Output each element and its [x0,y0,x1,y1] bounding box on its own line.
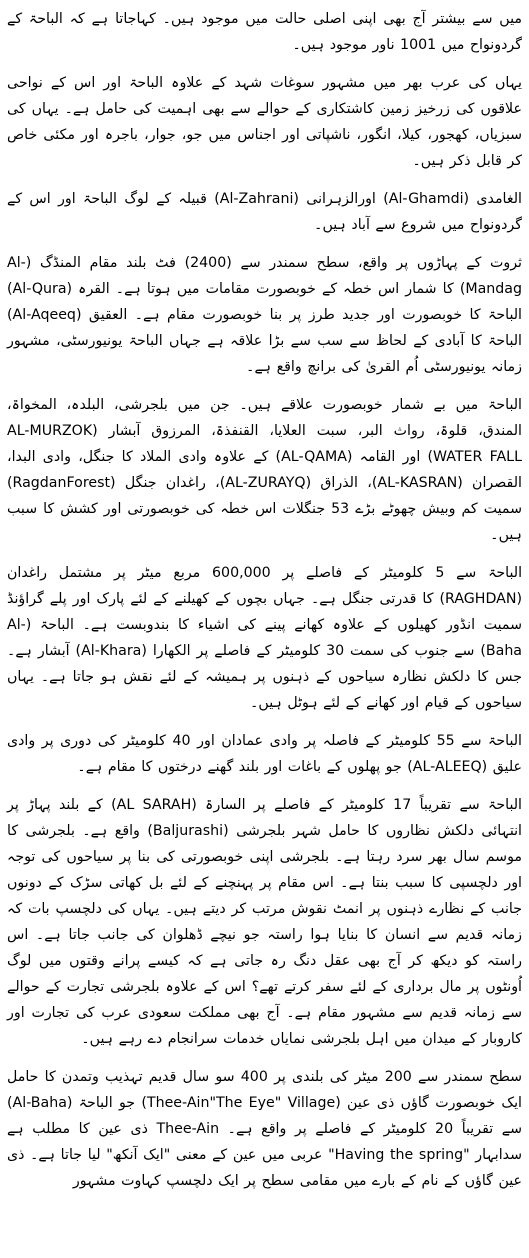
paragraph-thee-ain: سطح سمندر سے 200 میٹر کی بلندی پر 400 سو سال قدیم تہذیب وتمدن کا حامل ایک خوبصورت گاؤں ذی عین (Thee-Ain"The Eye" Village) جو الباحۃ (Al-Baha) سے تقریباً 20 کلومیٹر کے فاصلے پر واقع ہے۔ Thee-Ain ذی عین کا مطلب ہے سدابہار "Having the spring" عربی میں عین کے معنی "ایک آنکھ" لیا جاتا ہے۔ ذی عین گاؤں کے نام کے بارے میں مقامی سطح پر ایک دلچسپ کہاوت مشہور [7,1069,523,1189]
paragraph-forests: الباحۃ میں بے شمار خوبصورت علاقے ہیں۔ جن میں بلجرشی، البلدہ، المخواۃ، المندق، قلوۃ، رواث البر، سبت العلایا، القنفذۃ، المرزوق آبشار (AL-MURZOK WATER FALL) اور القامہ (AL-QAMA) کے علاوہ وادی الملاد کا جنگل، وادی البدا، القصران (AL-KASRAN)، الذراق (AL-ZURAYQ)، راغدان جنگل (RagdanForest) سمیت کم وبیش چھوٹے بڑے 53 جنگلات اس خطہ کی خوبصورتی اور کشش کا سبب ہیں۔ [7,397,522,543]
paragraph-places: ثروت کے پہاڑوں پر واقع، سطح سمندر سے (2400) فٹ بلند مقام المنڈگ (Al-Mandag) کا شمار اس خطہ کے خوبصورت مقامات میں ہوتا ہے۔ القرہ (Al-Qura) الباحۃ کا خوبصورت اور جدید طرز پر بنا خوبصورت مقام ہے۔ العقیق (Al-Aqeeq) الباحۃ کا آبادی کے لحاظ سے سب سے بڑا علاقہ ہے جہاں الباحۃ یونیورسٹی، مشہور زمانہ یونیورسٹی اُم القریٰ کی برانچ واقع ہے۔ [7,255,522,375]
paragraph-intro: میں سے بیشتر آج بھی اپنی اصلی حالت میں موجود ہیں۔ کہاجاتا ہے کہ الباحۃ کے گردونواح میں 1001 ناور موجود ہیں۔ [7,11,522,53]
paragraph-agriculture: یہاں کی عرب بھر میں مشہور سوغات شہد کے علاوہ الباحۃ اور اس کے نواحی علاقوں کی زرخیز زمین کاشتکاری کے حوالے سے بھی اہمیت کی حامل ہے۔ یہاں کی سبزیاں، کھجور، کیلا، انگور، ناشپاتی اور اجناس میں جو، جوار، باجرہ اور مکئی خاص کر قابل ذکر ہیں۔ [7,75,522,169]
paragraph-raghdan: الباحۃ سے 5 کلومیٹر کے فاصلے پر 600,000 مربع میٹر پر مشتمل راغدان (RAGHDAN) کا قدرتی جنگل ہے۔ جہاں بچوں کے کھیلنے کے لئے پارک اور پلے گراؤنڈ سمیت انڈور کھیلوں کے علاوہ کھانے پینے کی اشیاء کا بندوبست ہے۔ الباحۃ (Al-Baha) سے جنوب کی سمت 30 کلومیٹر کے فاصلے پر الکھارا (Al-Khara) آبشار ہے۔ جس کا دلکش نظارہ سیاحوں کے ذہنوں پر ہمیشہ کے لئے نقش ہو جاتا ہے۔ یہاں سیاحوں کے قیام اور کھانے کے لئے ہوٹل ہیں۔ [7,565,523,711]
paragraph-baljurashi: الباحۃ سے تقریباً 17 کلومیٹر کے فاصلے پر السارۃ (AL SARAH) کے بلند پہاڑ پر انتہائی دلکش نظاروں کا حامل شہر بلجرشی (Baljurashi) واقع ہے۔ بلجرشی کا موسم سال بھر سرد رہتا ہے۔ بلجرشی اپنی خوبصورتی کی بنا پر سیاحوں کی توجہ اور دلچسپی کا سبب بنتا ہے۔ اس مقام پر پہنچنے کے لئے بل کھاتی سڑک کے دونوں جانب کے نظارے ذہنوں پر انمٹ نقوش مرتب کر دیتے ہیں۔ یہاں کی دلچسپ بات کہ زمانہ قدیم سے انسان کا بنایا ہوا راستہ جو نیچے ڈھلوان کی جانب جاتا ہے۔ اس راستہ کو دیکھ کر آج بھی عقل دنگ رہ جاتی ہے کہ کیسے پرانے وقتوں میں لوگ اُونٹوں پر مال برداری کے لئے سفر کرتے تھے؟ اس کے علاوہ بلجرشی تجارت کے حوالے سے زمانہ قدیم سے مشہور مقام ہے۔ آج بھی مملکت سعودی عرب کی تجارت اور کاروبار کے میدان میں اہل بلجرشی نمایاں خدمات سرانجام دے رہے ہیں۔ [7,797,522,1047]
paragraph-tribes: الغامدی (Al-Ghamdi) اورالزہرانی (Al-Zahrani) قبیلہ کے لوگ الباحۃ اور اس کے گردونواح میں شروع سے آباد ہیں۔ [7,191,522,233]
paragraph-aleeq: الباحۃ سے 55 کلومیٹر کے فاصلہ پر وادی عمادان اور 40 کلومیٹر کی دوری پر وادی علیق (AL-ALEEQ) جو پھلوں کے باغات اور بلند گھنے درختوں کا مقام ہے۔ [7,733,522,775]
